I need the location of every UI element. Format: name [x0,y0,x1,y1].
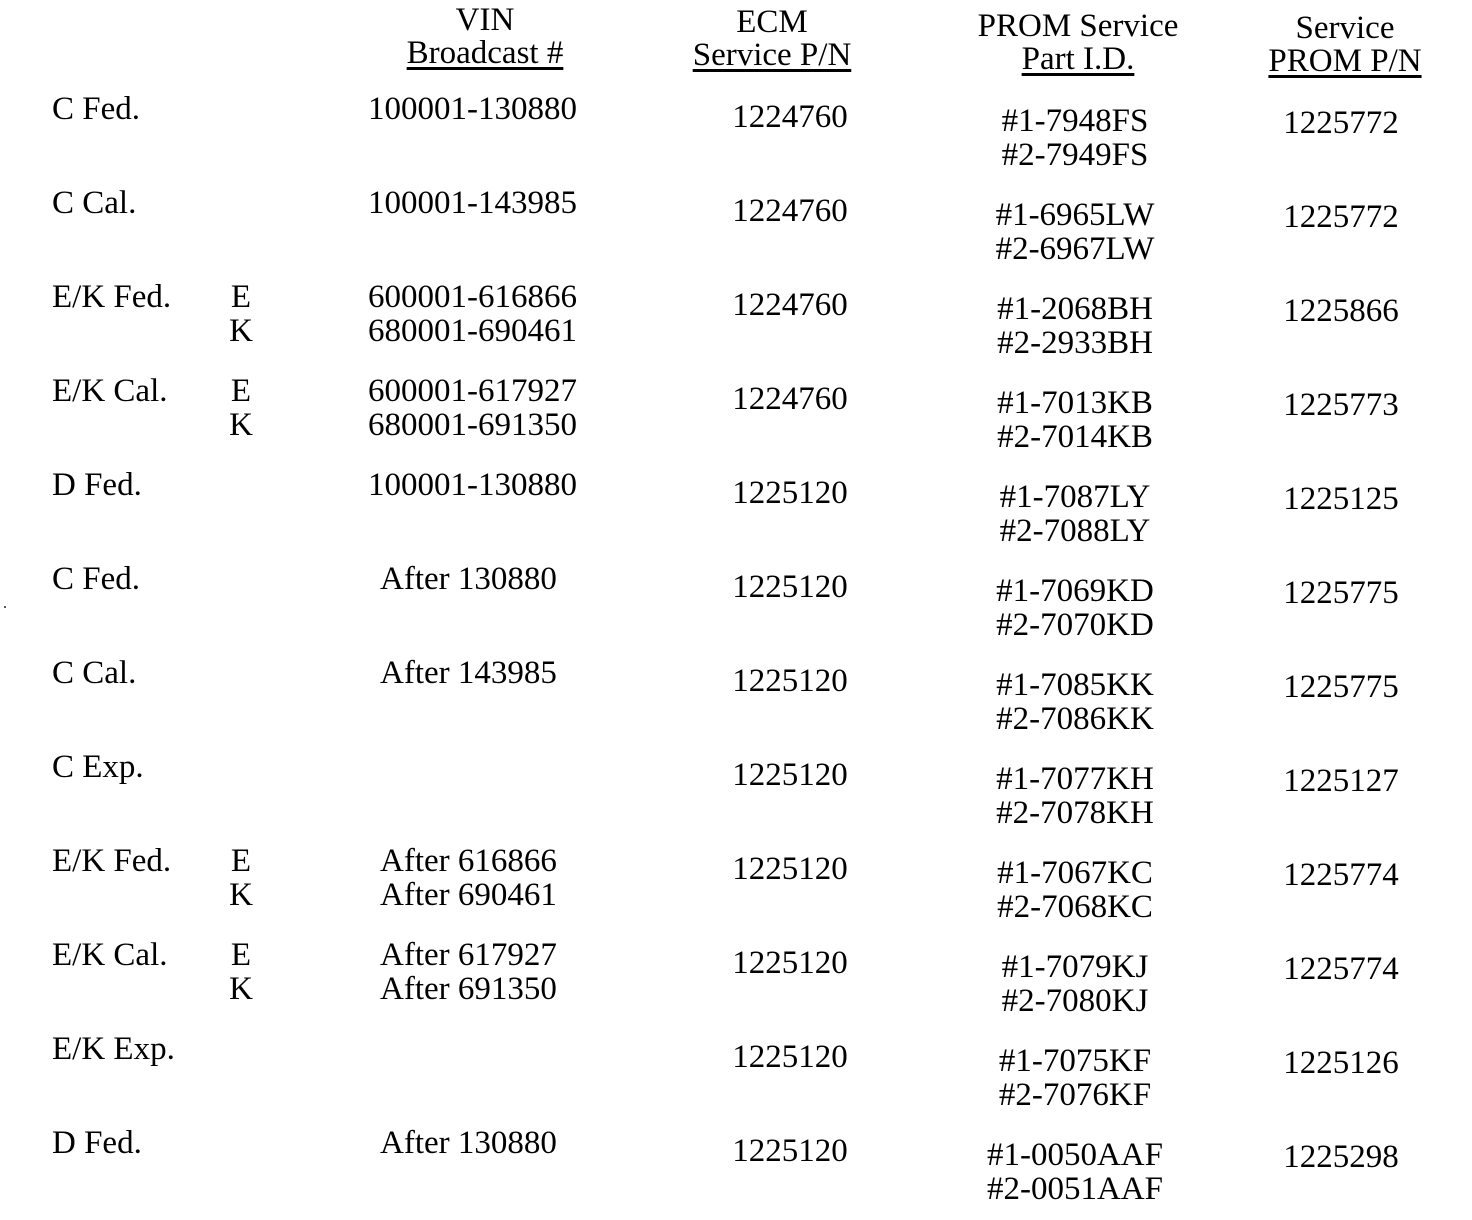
row-prom-id [960,668,1190,736]
row-prom-id [960,386,1190,454]
row-prom-id [960,574,1190,642]
vin-line-2: After 690461 [380,877,557,913]
vin-line-1: 100001-130880 [368,91,577,127]
header-ecm-service-pn [672,6,872,72]
prom-id-2: #2-7070KD [996,607,1154,643]
row-model: E/K Fed. [52,843,172,879]
row-vin-range [368,92,608,126]
row-model: C Cal. [52,655,137,691]
row-ecm-pn: 1225120 [732,945,848,981]
series-letter-e: E [230,373,252,409]
prom-id-2: #2-2933BH [997,325,1153,361]
row-service-prom-pn: 1225126 [1283,1045,1399,1081]
row-prom-id [960,292,1190,360]
table-row [0,186,1472,280]
row-series-letters [226,844,256,912]
row-service-prom-pn: 1225773 [1283,387,1399,423]
vin-line-2: 680001-691350 [368,407,577,443]
prom-id-2: #2-6967LW [995,231,1155,267]
row-ecm-pn: 1225120 [732,757,848,793]
table-row [0,374,1472,468]
header-prom-service-part-id [956,10,1200,76]
table-row [0,750,1472,844]
header-vin-line1: VIN [455,2,515,38]
row-service-prom-pn: 1225774 [1283,857,1399,893]
header-vin-line2: Broadcast # [406,35,564,71]
prom-id-2: #2-7086KK [996,701,1154,737]
row-vin-range [368,186,608,220]
vin-line-1: 600001-617927 [368,373,577,409]
row-prom-id [960,762,1190,830]
vin-line-1: After 130880 [380,561,557,597]
row-ecm-pn: 1225120 [732,569,848,605]
prom-id-1: #1-7013KB [997,385,1153,421]
row-prom-id [960,104,1190,172]
row-model: E/K Fed. [52,279,172,315]
row-ecm-pn: 1225120 [732,1133,848,1169]
table-row [0,280,1472,374]
header-service-prom-line2: PROM P/N [1268,43,1422,79]
series-letter-k: K [229,313,253,349]
table-row [0,1126,1472,1220]
row-model: D Fed. [52,1125,142,1161]
row-service-prom-pn: 1225298 [1283,1139,1399,1175]
row-series-letters [226,938,256,1006]
header-service-prom-pn [1250,12,1440,78]
row-model: C Fed. [52,91,141,127]
row-vin-range [368,468,608,502]
row-vin-range [380,844,620,912]
header-vin-broadcast [380,4,590,70]
prom-id-1: #1-0050AAF [986,1137,1163,1173]
scan-speck [4,606,6,608]
prom-id-1: #1-7075KF [998,1043,1152,1079]
row-service-prom-pn: 1225866 [1283,293,1399,329]
series-letter-e: E [230,843,252,879]
prom-id-1: #1-7948FS [1001,103,1149,139]
table-row [0,468,1472,562]
row-model: E/K Cal. [52,373,168,409]
row-model: E/K Cal. [52,937,168,973]
series-letter-k: K [229,407,253,443]
row-service-prom-pn: 1225772 [1283,105,1399,141]
series-letter-k: K [229,971,253,1007]
vin-line-1: After 130880 [380,1125,557,1161]
row-prom-id [960,198,1190,266]
row-prom-id [960,1044,1190,1112]
prom-id-2: #2-7949FS [1001,137,1149,173]
row-prom-id [960,856,1190,924]
row-ecm-pn: 1224760 [732,381,848,417]
prom-id-2: #2-7088LY [999,513,1151,549]
header-ecm-line2: Service P/N [692,37,852,73]
prom-id-2: #2-7076KF [998,1077,1152,1113]
row-ecm-pn: 1225120 [732,1039,848,1075]
row-series-letters [226,280,256,348]
series-letter-e: E [230,937,252,973]
prom-id-1: #1-2068BH [997,291,1153,327]
header-prom-id-line2: Part I.D. [1021,41,1135,77]
prom-id-2: #2-0051AAF [986,1171,1163,1207]
row-model: C Exp. [52,749,144,785]
table-row [0,844,1472,938]
prom-id-1: #1-7067KC [997,855,1153,891]
header-prom-id-line1: PROM Service [977,8,1179,44]
row-vin-range [368,280,608,348]
series-letter-k: K [229,877,253,913]
vin-line-1: After 617927 [380,937,557,973]
vin-line-1: After 143985 [380,655,557,691]
table-row [0,1032,1472,1126]
row-series-letters [226,374,256,442]
vin-line-1: After 616866 [380,843,557,879]
row-ecm-pn: 1224760 [732,287,848,323]
row-ecm-pn: 1225120 [732,475,848,511]
row-model: C Cal. [52,185,137,221]
row-ecm-pn: 1224760 [732,193,848,229]
prom-id-2: #2-7078KH [996,795,1154,831]
row-model: E/K Exp. [52,1031,175,1067]
prom-id-1: #1-6965LW [995,197,1155,233]
row-service-prom-pn: 1225774 [1283,951,1399,987]
prom-id-1: #1-7085KK [996,667,1154,703]
header-service-prom-line1: Service [1295,10,1395,46]
prom-id-2: #2-7014KB [997,419,1153,455]
row-prom-id [960,480,1190,548]
row-service-prom-pn: 1225125 [1283,481,1399,517]
row-prom-id [960,950,1190,1018]
series-letter-e: E [230,279,252,315]
row-vin-range [368,374,608,442]
row-vin-range [380,938,620,1006]
row-ecm-pn: 1225120 [732,851,848,887]
vin-line-2: After 691350 [380,971,557,1007]
row-vin-range [380,1126,620,1160]
vin-line-1: 100001-143985 [368,185,577,221]
row-service-prom-pn: 1225127 [1283,763,1399,799]
table-row [0,92,1472,186]
row-ecm-pn: 1225120 [732,663,848,699]
table-row [0,562,1472,656]
table-row [0,656,1472,750]
vin-line-1: 600001-616866 [368,279,577,315]
row-service-prom-pn: 1225775 [1283,669,1399,705]
header-ecm-line1: ECM [736,4,808,40]
prom-id-2: #2-7080KJ [1001,983,1149,1019]
row-model: D Fed. [52,467,142,503]
row-service-prom-pn: 1225775 [1283,575,1399,611]
row-prom-id [960,1138,1190,1206]
vin-line-1: 100001-130880 [368,467,577,503]
row-service-prom-pn: 1225772 [1283,199,1399,235]
row-vin-range [380,656,620,690]
prom-id-1: #1-7077KH [996,761,1154,797]
row-model: C Fed. [52,561,141,597]
table-row [0,938,1472,1032]
prom-id-2: #2-7068KC [997,889,1153,925]
prom-id-1: #1-7069KD [996,573,1154,609]
row-vin-range [380,562,620,596]
prom-id-1: #1-7079KJ [1001,949,1149,985]
vin-line-2: 680001-690461 [368,313,577,349]
prom-id-1: #1-7087LY [999,479,1151,515]
row-ecm-pn: 1224760 [732,99,848,135]
